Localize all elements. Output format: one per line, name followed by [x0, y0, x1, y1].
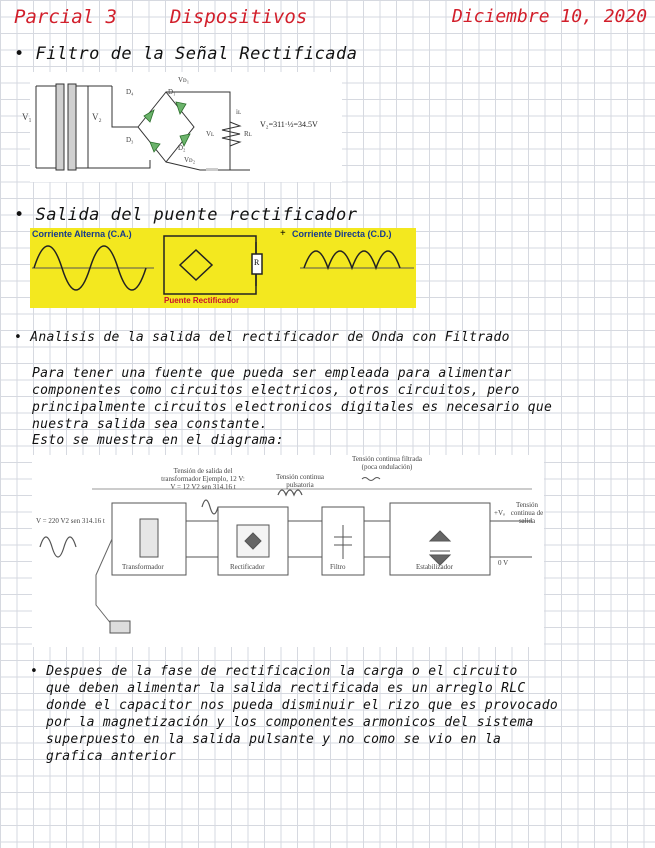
section4-line-5: superpuesto en la salida pulsante y no como se vio en la: [46, 732, 502, 747]
label-vl: Vʟ: [206, 130, 215, 138]
label-d4: D₄: [126, 88, 134, 96]
banner-bridge-label: Puente Rectificador: [164, 296, 240, 305]
section1-title: • Filtro de la Señal Rectificada: [14, 44, 358, 64]
section3-line-5: Esto se muestra en el diagrama:: [32, 433, 284, 448]
section3-title: • Analisis de la salida del rectificador de Onda con Filtrado: [14, 330, 510, 345]
diode-d4: [144, 110, 154, 122]
label-il: iʟ: [236, 108, 241, 116]
power-supply-block-diagram: [32, 455, 544, 647]
section2-title: • Salida del puente rectificador: [14, 205, 358, 225]
diagram-input-voltage: V = 220 V2 sen 314.16 t: [36, 517, 105, 525]
section4-line-2: que deben alimentar la salida rectificada es un arreglo RLC: [46, 681, 526, 696]
section4-line-6: grafica anterior: [46, 749, 177, 764]
section3-line-4: nuestra salida sea constante.: [32, 417, 268, 432]
section3-line-3: principalmente circuitos electronicos digitales es necesario que: [32, 400, 553, 415]
label-d2: D₂: [178, 144, 186, 152]
diagram-vo-label: +Vₒ: [494, 509, 506, 517]
diagram-transformer-output: Tensión de salida del transformador Ejemplo, 12 V: V = 12 V2 sen 314.16 t: [161, 467, 245, 491]
diode-d3: [150, 142, 160, 152]
diagram-zero-label: 0 V: [498, 559, 509, 567]
diode-d1: [176, 102, 186, 114]
section4-line-4: por la magnetización y los componentes armonicos del sistema: [46, 715, 534, 730]
block-filter-label: Filtro: [330, 563, 346, 571]
block-rectifier-label: Rectificador: [230, 563, 265, 571]
block-stabilizer-label: Estabilizador: [416, 563, 453, 571]
bridge-output-banner: [30, 228, 416, 308]
diagram-output-voltage: Tensión continua de salida: [510, 501, 544, 525]
banner-ac-label: Corriente Alterna (C.A.): [32, 229, 132, 239]
banner-plus: +: [280, 228, 286, 239]
circuit-formula: V₂=311·½=34.5V: [260, 120, 318, 129]
label-rl: Rʟ: [244, 130, 252, 138]
label-d1: D₁: [168, 88, 176, 96]
label-v1: V₁: [22, 112, 32, 122]
section3-line-1: Para tener una fuente que pueda ser empleada para alimentar: [32, 366, 512, 381]
header-left: Parcial 3: [14, 6, 117, 28]
label-vd2: Vᴅ₂: [184, 156, 196, 164]
section4-line-3: donde el capacitor nos pueda disminuir el rizo que es provocado: [46, 698, 558, 713]
section3-line-2: componentes como circuitos electricos, otros circuitos, pero: [32, 383, 520, 398]
label-d3: D₃: [126, 136, 134, 144]
banner-waveforms: [30, 228, 416, 308]
diagram-filtered-voltage: Tensión continua filtrada (poca ondulación): [352, 455, 422, 471]
banner-dc-label: Corriente Directa (C.D.): [292, 229, 392, 239]
block-transformer-label: Transformador: [122, 563, 164, 571]
rectifier-circuit-figure: [22, 72, 342, 182]
label-vd1: Vᴅ₁: [178, 76, 190, 84]
header-center: Dispositivos: [170, 6, 308, 28]
header-date: Diciembre 10, 2020: [452, 6, 648, 27]
diagram-pulsating-voltage: Tensión continua pulsatoria: [276, 473, 324, 489]
banner-r-label: R: [254, 258, 260, 267]
section4-line-1: • Despues de la fase de rectificacion la carga o el circuito: [30, 664, 518, 679]
label-v2: V₂: [92, 112, 102, 122]
